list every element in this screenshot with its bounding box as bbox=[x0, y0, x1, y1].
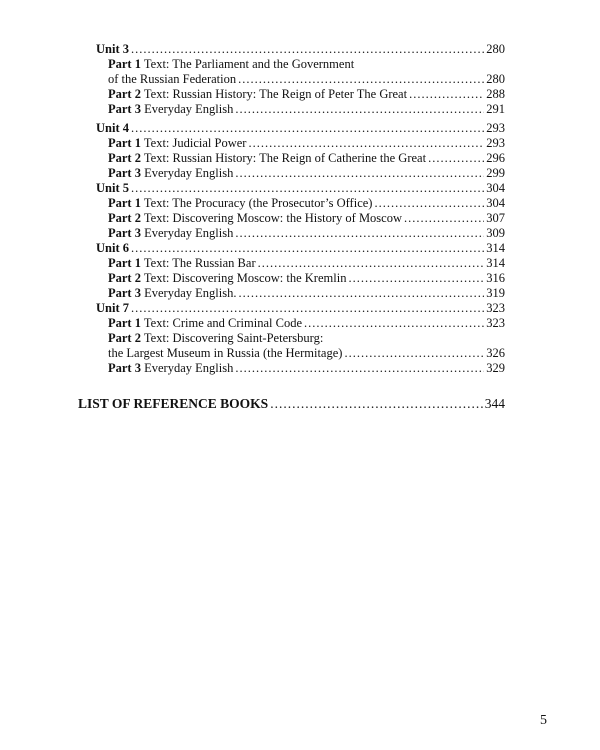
toc-entry-part[interactable] bbox=[108, 87, 505, 101]
toc-entry-part[interactable] bbox=[108, 271, 505, 285]
part-title-continued: the Largest Museum in Russia (the Hermitage) bbox=[108, 346, 343, 360]
part-label: Part 3 bbox=[108, 361, 141, 375]
leader-dots bbox=[131, 301, 484, 315]
part-label: Part 1 bbox=[108, 316, 141, 330]
unit-heading: Unit 3 bbox=[96, 42, 129, 56]
page-ref: 344 bbox=[484, 396, 505, 411]
part-label: Part 2 bbox=[108, 271, 141, 285]
leader-dots bbox=[374, 196, 484, 210]
leader-dots bbox=[248, 136, 484, 150]
page-ref: 291 bbox=[486, 102, 505, 116]
leader-dots bbox=[235, 102, 484, 116]
part-title: Everyday English bbox=[140, 226, 234, 240]
toc-entry-part[interactable] bbox=[108, 166, 505, 180]
part-title: Text: Discovering Moscow: the Kremlin bbox=[140, 271, 347, 285]
part-label: Part 1 bbox=[108, 136, 141, 150]
unit-heading: Unit 5 bbox=[96, 181, 129, 195]
page-ref: 319 bbox=[486, 286, 505, 300]
toc-entry-unit-7[interactable] bbox=[96, 301, 505, 315]
part-title: Everyday English. bbox=[140, 286, 237, 300]
page-ref: 307 bbox=[486, 211, 505, 225]
toc-entry-unit-6[interactable] bbox=[96, 241, 505, 255]
leader-dots bbox=[235, 166, 484, 180]
part-label: Part 2 bbox=[108, 211, 141, 225]
toc-entry-part[interactable] bbox=[108, 196, 505, 210]
unit-heading: Unit 6 bbox=[96, 241, 129, 255]
toc-entry-continuation[interactable] bbox=[108, 346, 505, 360]
page-ref: 280 bbox=[486, 72, 505, 86]
leader-dots bbox=[344, 346, 484, 360]
leader-dots bbox=[304, 316, 484, 330]
leader-dots bbox=[131, 42, 484, 56]
part-label: Part 3 bbox=[108, 226, 141, 240]
part-title: Text: Judicial Power bbox=[140, 136, 247, 150]
part-label: Part 3 bbox=[108, 102, 141, 116]
page-ref: 323 bbox=[486, 316, 505, 330]
page-ref: 314 bbox=[486, 241, 505, 255]
part-label: Part 1 bbox=[108, 57, 141, 71]
leader-dots bbox=[258, 256, 485, 270]
page-ref: 314 bbox=[486, 256, 505, 270]
unit-heading: Unit 4 bbox=[96, 121, 129, 135]
toc-entry-unit-5[interactable] bbox=[96, 181, 505, 195]
toc-entry-part[interactable] bbox=[108, 361, 505, 375]
leader-dots bbox=[428, 151, 484, 165]
toc-entry-part[interactable] bbox=[108, 316, 505, 330]
leader-dots bbox=[131, 121, 484, 135]
references-heading: LIST OF REFERENCE BOOKS bbox=[78, 396, 269, 411]
toc-entry-unit-4[interactable] bbox=[96, 121, 505, 135]
leader-dots bbox=[235, 361, 484, 375]
part-title: Everyday English bbox=[140, 166, 234, 180]
part-title: Text: The Russian Bar bbox=[140, 256, 256, 270]
page-ref: 316 bbox=[486, 271, 505, 285]
part-label: Part 3 bbox=[108, 286, 141, 300]
leader-dots bbox=[270, 397, 483, 411]
toc-entry-part[interactable] bbox=[108, 102, 505, 116]
toc-entry-part[interactable] bbox=[108, 256, 505, 270]
part-label: Part 2 bbox=[108, 331, 141, 345]
leader-dots bbox=[348, 271, 484, 285]
part-title: Text: Russian History: The Reign of Catherine the Great bbox=[140, 151, 427, 165]
part-title: Text: The Procuracy (the Prosecutor’s Office) bbox=[140, 196, 373, 210]
part-label: Part 1 bbox=[108, 256, 141, 270]
page-ref: 323 bbox=[486, 301, 505, 315]
page-ref: 309 bbox=[486, 226, 505, 240]
leader-dots bbox=[238, 286, 484, 300]
leader-dots bbox=[238, 72, 484, 86]
page-ref: 304 bbox=[486, 181, 505, 195]
part-title: Text: Crime and Criminal Code bbox=[140, 316, 303, 330]
part-label: Part 2 bbox=[108, 87, 141, 101]
toc-entry-part[interactable] bbox=[108, 211, 505, 225]
toc-entry-unit-3[interactable] bbox=[96, 42, 505, 56]
leader-dots bbox=[131, 181, 484, 195]
toc-entry-part[interactable] bbox=[108, 151, 505, 165]
page-ref: 280 bbox=[486, 42, 505, 56]
leader-dots bbox=[404, 211, 484, 225]
part-title: Text: Russian History: The Reign of Peter The Great bbox=[140, 87, 408, 101]
toc-entry-part[interactable] bbox=[108, 226, 505, 240]
part-title: Text: The Parliament and the Government bbox=[140, 57, 355, 71]
part-label: Part 1 bbox=[108, 196, 141, 210]
page-ref: 299 bbox=[486, 166, 505, 180]
toc-entry-part[interactable] bbox=[108, 331, 323, 345]
toc-entry-part[interactable] bbox=[108, 57, 354, 71]
part-title: Everyday English bbox=[140, 102, 234, 116]
page-ref: 304 bbox=[486, 196, 505, 210]
part-title: Everyday English bbox=[140, 361, 234, 375]
part-label: Part 2 bbox=[108, 151, 141, 165]
page-ref: 293 bbox=[486, 121, 505, 135]
part-title-continued: of the Russian Federation bbox=[108, 72, 237, 86]
page-ref: 326 bbox=[486, 346, 505, 360]
leader-dots bbox=[409, 87, 484, 101]
page-ref: 329 bbox=[486, 361, 505, 375]
toc-entry-continuation[interactable] bbox=[108, 72, 505, 86]
leader-dots bbox=[131, 241, 484, 255]
page-ref: 296 bbox=[486, 151, 505, 165]
page-ref: 293 bbox=[486, 136, 505, 150]
page-ref: 288 bbox=[486, 87, 505, 101]
toc-entry-part[interactable] bbox=[108, 136, 505, 150]
part-title: Text: Discovering Moscow: the History of Moscow bbox=[140, 211, 403, 225]
part-label: Part 3 bbox=[108, 166, 141, 180]
part-title: Text: Discovering Saint-Petersburg: bbox=[140, 331, 324, 345]
toc-entry-references[interactable] bbox=[78, 397, 505, 411]
leader-dots bbox=[235, 226, 484, 240]
unit-heading: Unit 7 bbox=[96, 301, 129, 315]
page-number: 5 bbox=[540, 713, 547, 728]
toc-entry-part[interactable] bbox=[108, 286, 505, 300]
